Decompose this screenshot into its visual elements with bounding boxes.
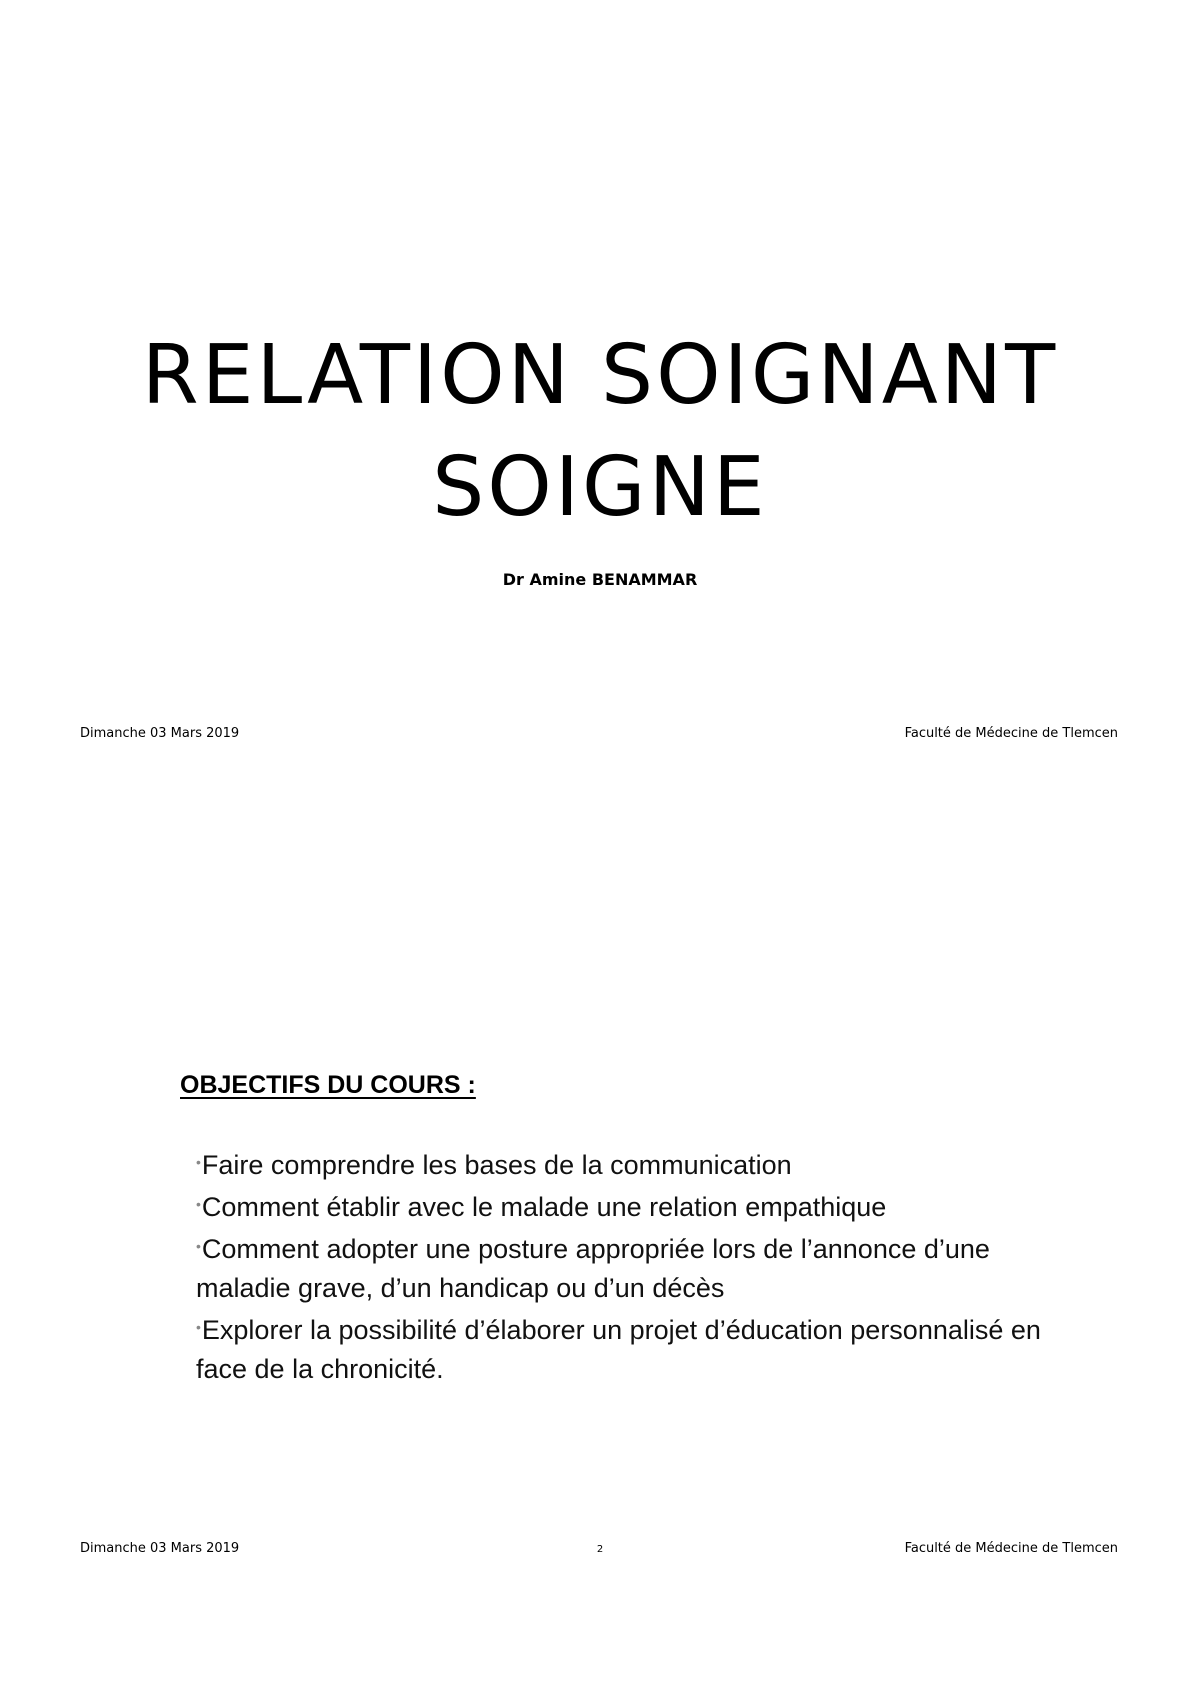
list-item xyxy=(196,1227,1056,1308)
list-item-text: Explorer la possibilité d’élaborer un projet d’éducation personnalisé en face de la chronicité. xyxy=(196,1315,1041,1384)
list-item-text: Faire comprendre les bases de la communication xyxy=(201,1150,792,1180)
footer-institution: Faculté de Médecine de Tlemcen xyxy=(904,1541,1118,1556)
objectives-heading: OBJECTIFS DU COURS : xyxy=(180,1071,476,1099)
list-item xyxy=(196,1143,1056,1185)
page-number: 2 xyxy=(596,1544,604,1555)
list-item xyxy=(196,1185,1056,1227)
footer-date: Dimanche 03 Mars 2019 xyxy=(80,726,240,741)
bullet-icon: • xyxy=(196,1319,201,1335)
objectives-slide xyxy=(0,849,1200,1698)
footer-date: Dimanche 03 Mars 2019 xyxy=(80,1541,240,1556)
bullet-icon: • xyxy=(196,1154,201,1170)
bullet-icon: • xyxy=(196,1238,201,1254)
list-item xyxy=(196,1308,1056,1389)
author-name: Dr Amine BENAMMAR xyxy=(502,570,698,589)
bullet-icon: • xyxy=(196,1196,201,1212)
list-item-text: Comment établir avec le malade une relation empathique xyxy=(201,1192,887,1222)
list-item-text: Comment adopter une posture appropriée lors de l’annonce d’une maladie grave, d’un handicap ou d’un décès xyxy=(196,1234,990,1303)
slide-title-line-1: RELATION SOIGNANT xyxy=(141,328,1059,423)
footer-institution: Faculté de Médecine de Tlemcen xyxy=(904,726,1118,741)
slide-title xyxy=(0,320,1200,544)
objectives-list xyxy=(196,1143,1056,1389)
slide-title-line-2: SOIGNE xyxy=(432,440,768,535)
